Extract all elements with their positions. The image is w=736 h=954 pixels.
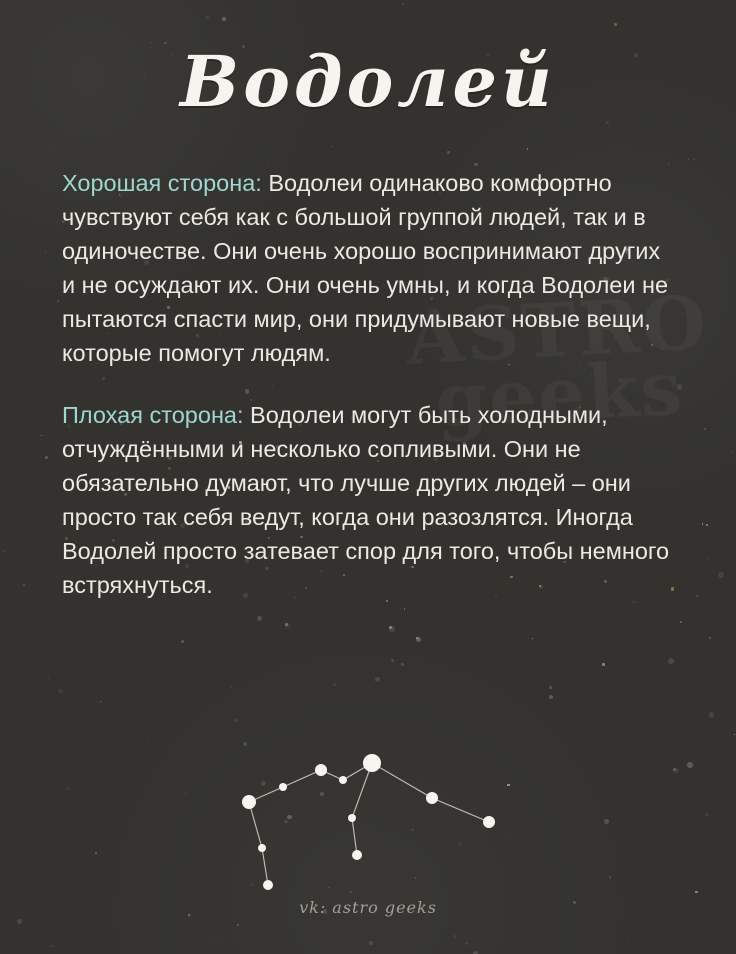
bad-side-body: Водолеи могут быть холодными, отчуждёнными и несколько сопливыми. Они не обязательно думают, что лучше других людей – они просто так себя ведут, когда они разозлятся. Иногда Водолей просто затевает спор для того, чтобы немного встряхнуться. [62,402,670,598]
bad-side-label: Плохая сторона: [62,402,244,428]
credit-text: vk: astro geeks [299,898,437,917]
bad-side-paragraph [62,398,672,602]
aquarius-constellation-icon [0,740,736,890]
description-text [62,166,672,630]
good-side-label: Хорошая сторона: [62,170,262,196]
page-title: Водолей [180,40,556,123]
good-side-body: Водолеи одинаково комфортно чувствуют себя как с большой группой людей, так и в одиночестве. Они очень хорошо воспринимают других и не осуждают их. Они очень умны, и когда Водолеи не пытаются спасти мир, они придумывают новые вещи, которые помогут людям. [62,170,669,366]
good-side-paragraph [62,166,672,370]
